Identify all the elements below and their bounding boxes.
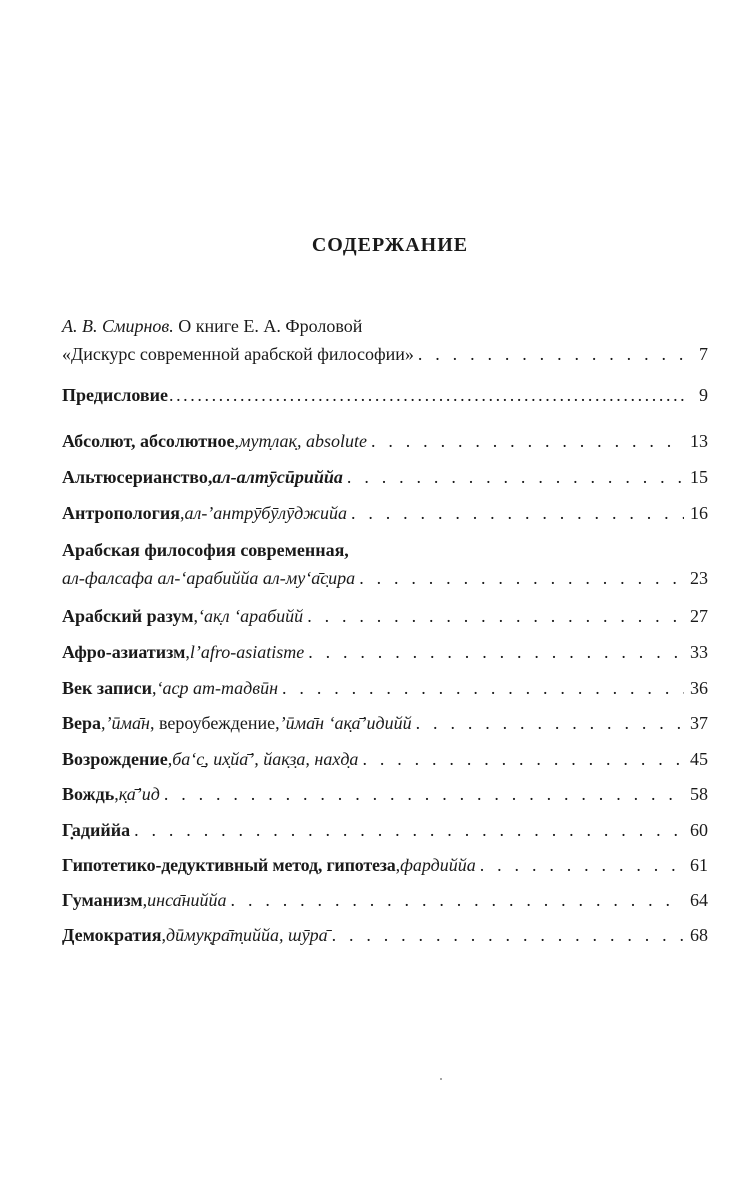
toc-entry-term: Вождь: [62, 784, 115, 804]
toc-entry-transliteration: ’ӣма̄н: [105, 713, 150, 733]
toc-entry-transliteration: ба‘с̱, их̣йа̄’, йак̣з̣а, нахд̣а: [172, 749, 359, 769]
toc-entry-separator: ,: [234, 431, 240, 451]
leader-dots: [371, 427, 684, 455]
toc-page-number: 37: [690, 713, 708, 733]
toc-entry-separator: ,: [114, 784, 119, 804]
toc-entry-humanism[interactable]: [62, 886, 708, 914]
toc-entry-transliteration: инса̄ниййа: [147, 890, 227, 910]
toc-entry-transliteration: l’afro-asiatisme: [189, 642, 305, 662]
toc-entry-separator: ,: [395, 855, 401, 875]
toc-page-number: 61: [690, 855, 708, 875]
toc-entry-second-line: [62, 340, 708, 368]
toc-page-number: 36: [690, 678, 708, 698]
toc-entry-faith[interactable]: [62, 709, 708, 737]
toc-entry-transliteration: ‘ас̣р ат-тадвӣн: [156, 678, 279, 698]
toc-entry-hypothetico-deductive[interactable]: [62, 851, 708, 879]
toc-entry-anthropology[interactable]: [62, 499, 708, 527]
leader-dots: [134, 816, 684, 844]
toc-page-number: 13: [690, 431, 708, 451]
toc-entry-author: А. В. Смирнов.: [62, 316, 174, 336]
toc-entry-althusserianism[interactable]: [62, 463, 708, 491]
toc-entry-separator: ,: [161, 925, 166, 945]
toc-entry-title-line2: «Дискурс современной арабской философии»: [62, 344, 414, 364]
leader-dots: [347, 463, 684, 491]
toc-page-number: 60: [690, 820, 708, 840]
toc-entry-term: Вера: [62, 713, 102, 733]
toc-page-number: 68: [690, 925, 708, 945]
toc-entry-term: Демократия: [62, 925, 162, 945]
toc-entry-term: Гуманизм: [62, 890, 143, 910]
toc-entry-transliteration: фардиййа: [400, 855, 476, 875]
leader-dots: [416, 709, 684, 737]
toc-entry-term: Возрождение: [62, 749, 168, 769]
toc-page-number: 9: [699, 385, 708, 405]
toc-entry-first-line: [62, 312, 708, 340]
toc-entry-leader[interactable]: [62, 780, 708, 808]
leader-dots: [282, 674, 684, 702]
toc-page-number: 15: [690, 467, 708, 487]
toc-entry-transliteration: ал-фалсафа ал-‘арабиййа ал-му‘а̄с̣ира: [62, 568, 356, 588]
toc-entry-separator: ,: [167, 749, 173, 769]
toc-page-number: 7: [699, 344, 708, 364]
toc-entry-separator: ,: [142, 890, 148, 910]
toc-entry-transliteration-2: ’ӣма̄н ‘ак̣а̄’идийй: [279, 713, 412, 733]
toc-page-number: 33: [690, 642, 708, 662]
toc-entry-second-line: [62, 564, 708, 592]
toc-entry-term: Г̣адиййа: [62, 820, 131, 840]
page-title: СОДЕРЖАНИЕ: [311, 234, 469, 256]
toc-entry-ghadiyya[interactable]: [62, 816, 708, 844]
toc-entry-transliteration: к̣а̄’ид: [118, 784, 160, 804]
leader-dots: [308, 638, 684, 666]
toc-entry-title-line1: О книге Е. А. Фроловой: [173, 316, 363, 336]
toc-entry-separator: ,: [151, 678, 157, 698]
leader-dots: [169, 381, 684, 409]
toc-entry-term: Абсолют, абсолютное: [62, 431, 235, 451]
toc-entry-age-of-recording[interactable]: [62, 674, 708, 702]
leader-dots: [351, 499, 684, 527]
toc-entry-term: Арабская философия современная,: [62, 540, 349, 560]
toc-entry-gloss: , вероубеждение,: [149, 713, 280, 733]
toc-entry-transliteration: ал-алтӯсӣриййа: [212, 467, 343, 487]
toc-entry-term: Антропология: [62, 503, 180, 523]
toc-entry-term: Арабский разум: [62, 606, 194, 626]
toc-entry-separator: ,: [101, 713, 106, 733]
toc-entry-transliteration: мут̣лак̣, absolute: [239, 431, 367, 451]
toc-page-number: 58: [690, 784, 708, 804]
toc-entry-renaissance[interactable]: [62, 745, 708, 773]
toc-page-number: 64: [690, 890, 708, 910]
scan-speck: [440, 1078, 442, 1080]
toc-entry-term: Альтюсерианство,: [62, 467, 213, 487]
toc-entry-separator: ,: [193, 606, 199, 626]
toc-entry-transliteration: дӣмук̣ра̄т̣иййа, шӯра̄: [165, 925, 328, 945]
toc-page-number: 45: [690, 749, 708, 769]
leader-dots: [307, 602, 684, 630]
toc-entry-modern-arab-philosophy[interactable]: [62, 536, 708, 592]
leader-dots: [480, 851, 684, 879]
toc-entry-term: Век записи: [62, 678, 152, 698]
leader-dots: [359, 564, 684, 592]
toc-entry-arab-reason[interactable]: [62, 602, 708, 630]
leader-dots: [231, 886, 684, 914]
toc-page-number: 27: [690, 606, 708, 626]
leader-dots: [164, 780, 684, 808]
toc-entry-term: Предисловие: [62, 385, 168, 405]
leader-dots: [362, 745, 684, 773]
toc-entry-separator: ,: [179, 503, 185, 523]
leader-dots: [418, 340, 684, 368]
toc-entry-democracy[interactable]: [62, 921, 708, 949]
toc-entry-smirnov-foreword[interactable]: [62, 312, 708, 368]
toc-entry-afro-asiatism[interactable]: [62, 638, 708, 666]
toc-entry-absolute[interactable]: [62, 427, 708, 455]
toc-entry-transliteration: ‘ак̣л ‘арабийй: [198, 606, 304, 626]
toc-entry-transliteration: ал-’антрӯбӯлӯджийа: [184, 503, 347, 523]
toc-entry-term: Афро-азиатизм: [62, 642, 186, 662]
toc-entry-preface[interactable]: [62, 381, 708, 409]
toc-entry-term: Гипотетико-дедуктивный метод, гипотеза: [62, 855, 396, 875]
toc-entry-separator: ,: [185, 642, 190, 662]
toc-page-number: 16: [690, 503, 708, 523]
toc-page-number: 23: [690, 568, 708, 588]
leader-dots: [332, 921, 684, 949]
